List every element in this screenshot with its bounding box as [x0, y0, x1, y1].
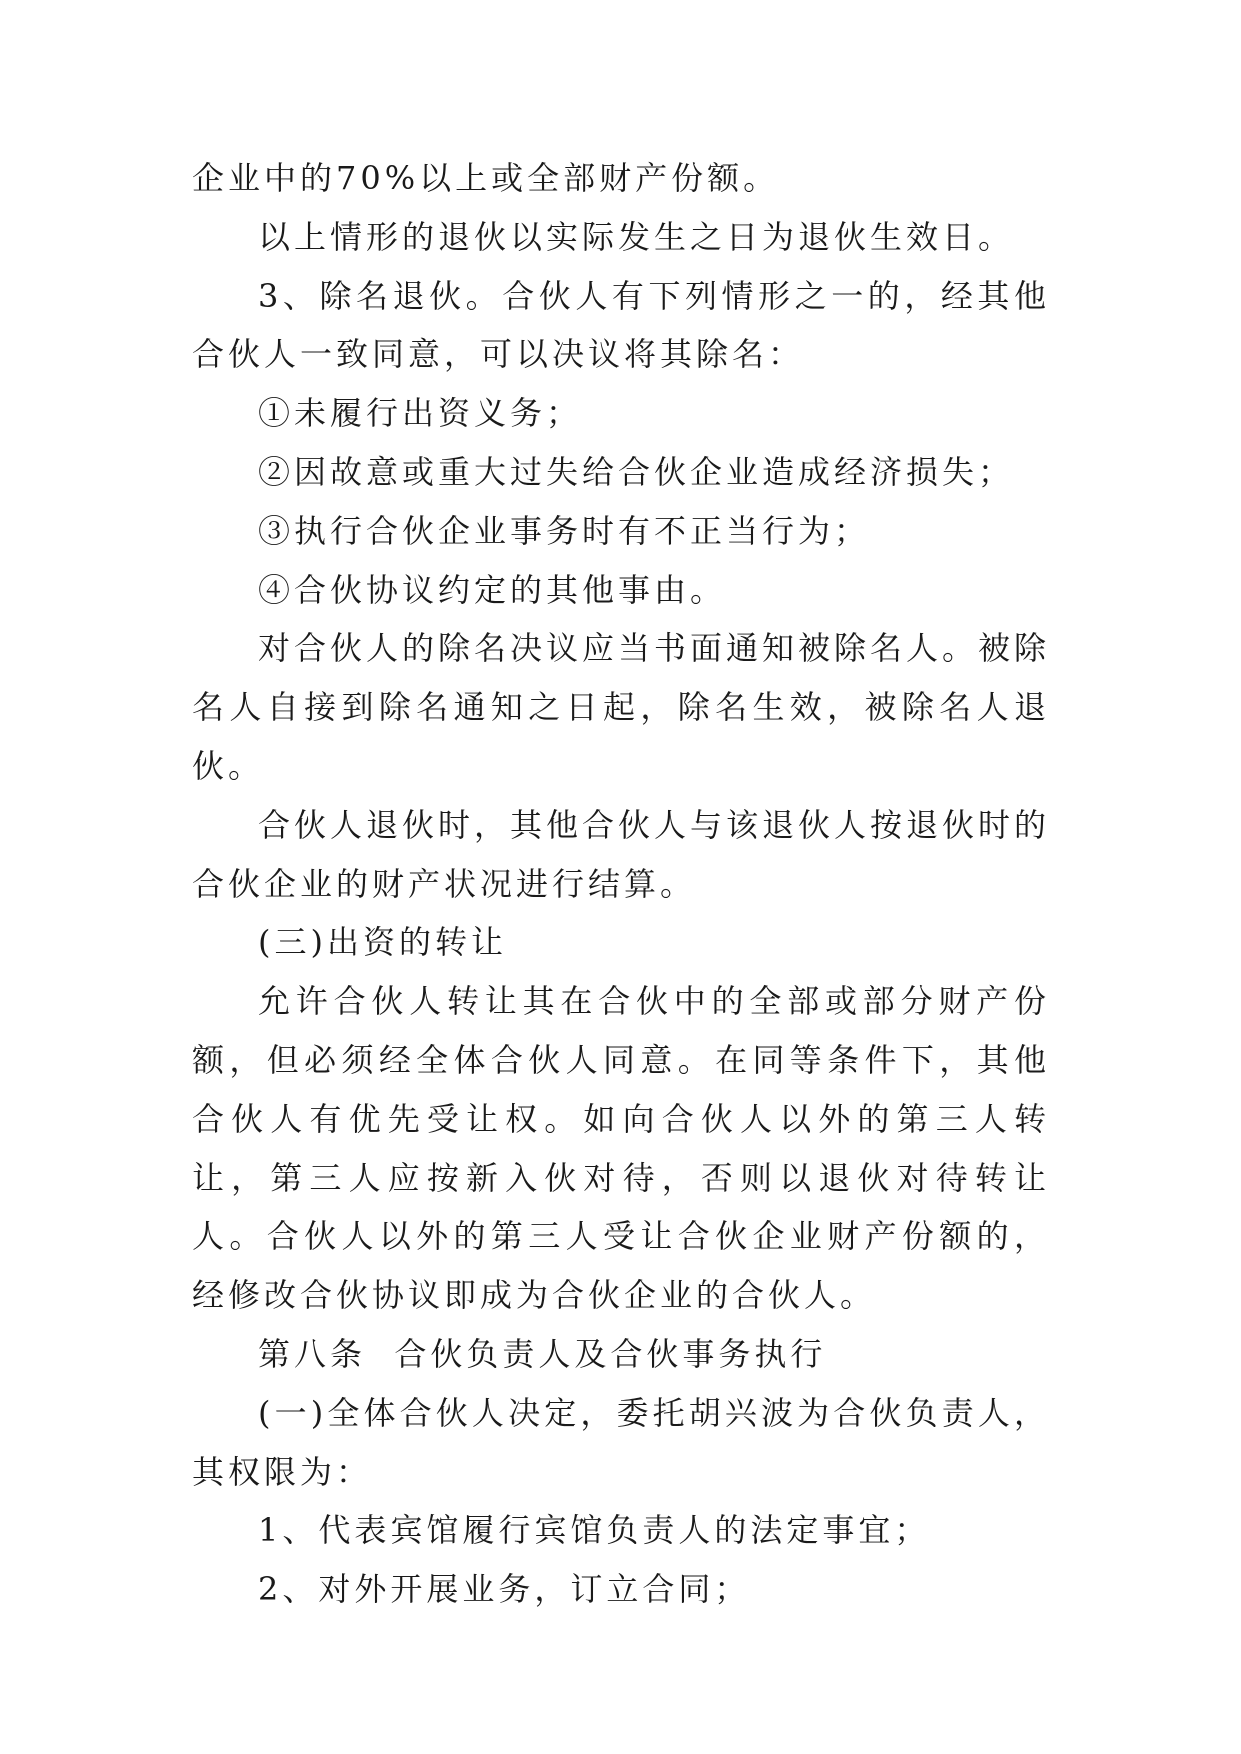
paragraph: 以上情形的退伙以实际发生之日为退伙生效日。 — [258, 217, 1015, 256]
paragraph: 允许合伙人转让其在合伙中的全部或部分财产份额，但必须经全体合伙人同意。在同等条件下，其他合伙人有优先受让权。如向合伙人以外的第三人转让，第三人应按新入伙对待，否则以退伙对待转让人。合伙人以外的第三人受让合伙企业财产份额的，经修改合伙协议即成为合伙企业的合伙人。 — [192, 982, 1050, 1315]
paragraph: 3、除名退伙。合伙人有下列情形之一的，经其他合伙人一致同意，可以决议将其除名： — [192, 276, 1050, 374]
list-item: ③执行合伙企业事务时有不正当行为； — [258, 511, 871, 550]
list-item: 2、对外开展业务，订立合同； — [258, 1570, 751, 1609]
list-item: ④合伙协议约定的其他事由。 — [258, 570, 727, 609]
document-body — [192, 149, 1050, 1619]
article-heading: 第八条 合伙负责人及合伙事务执行 — [258, 1334, 827, 1373]
paragraph: 合伙人退伙时，其他合伙人与该退伙人按退伙时的合伙企业的财产状况进行结算。 — [192, 805, 1051, 903]
section-heading: (三)出资的转让 — [258, 923, 507, 962]
list-item: 1、代表宾馆履行宾馆负责人的法定事宜； — [258, 1511, 931, 1550]
paragraph: 对合伙人的除名决议应当书面通知被除名人。被除名人自接到除名通知之日起，除名生效，被除名人退伙。 — [192, 629, 1051, 785]
paragraph: 企业中的70%以上或全部财产份额。 — [192, 159, 780, 197]
list-item: ①未履行出资义务； — [258, 394, 583, 433]
paragraph: (一)全体合伙人决定，委托胡兴波为合伙负责人，其权限为： — [192, 1393, 1050, 1491]
list-item: ②因故意或重大过失给合伙企业造成经济损失； — [258, 452, 1015, 491]
